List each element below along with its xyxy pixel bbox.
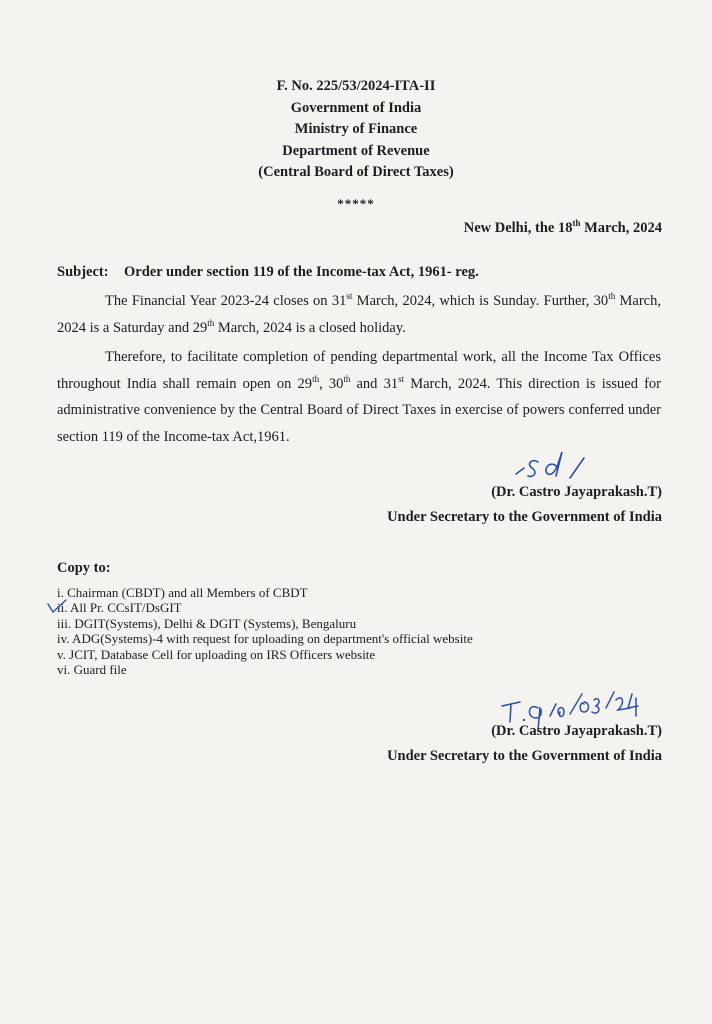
p1-text-1: The Financial Year 2023-24 closes on 31: [105, 293, 347, 309]
dateline: [464, 220, 662, 237]
file-number: F. No. 225/53/2024-ITA-II: [276, 78, 436, 94]
signature-block-2: [387, 719, 662, 769]
copy-to-list: [57, 585, 473, 677]
signatory-name: (Dr. Castro Jayaprakash.T): [491, 723, 662, 739]
paragraph-1: [57, 288, 661, 341]
header-department: Department of Revenue: [282, 142, 430, 159]
list-item: iii. DGIT(Systems), Delhi & DGIT (Systems), Bengaluru: [57, 615, 357, 631]
subject-label: Subject:: [57, 264, 109, 280]
signatory-designation: Under Secretary to the Government of India: [387, 748, 662, 764]
handwritten-sd-mark: [512, 448, 602, 482]
p2-sup-2: th: [343, 373, 351, 384]
subject-line: [57, 264, 479, 281]
list-item: ii. All Pr. CCsIT/DsGIT: [57, 600, 182, 616]
signature-block-1: [387, 480, 662, 530]
list-item: iv. ADG(Systems)-4 with request for uploading on department's official website: [57, 631, 473, 647]
subject-text: Order under section 119 of the Income-tax Act, 1961- reg.: [124, 264, 479, 280]
p2-text-2: , 30: [319, 375, 344, 392]
p1-sup-1: st: [346, 291, 353, 302]
header-government: Government of India: [290, 99, 422, 116]
list-item: i. Chairman (CBDT) and all Members of CBDT: [57, 585, 308, 600]
p1-text-4: March, 2024 is a closed holiday.: [214, 319, 406, 336]
signatory-name: (Dr. Castro Jayaprakash.T): [491, 484, 662, 500]
p2-sup-3: st: [398, 373, 405, 384]
dateline-prefix: New Delhi, the 18: [463, 220, 573, 236]
dateline-suffix: March, 2024: [580, 220, 662, 236]
list-item: v. JCIT, Database Cell for uploading on IRS Officers website: [57, 646, 376, 662]
separator-stars: *****: [337, 196, 375, 211]
p1-sup-2: th: [608, 291, 616, 302]
p1-text-3: March, 2024 is a Saturday and 29: [57, 293, 661, 336]
header-board: (Central Board of Direct Taxes): [258, 164, 454, 180]
dateline-sup: th: [572, 218, 581, 229]
header-ministry: Ministry of Finance: [294, 121, 418, 137]
tick-mark: [46, 598, 68, 614]
p1-text-2: March, 2024, which is Sunday. Further, 30: [352, 293, 609, 309]
list-item: vi. Guard file: [57, 662, 127, 678]
p2-sup-1: th: [312, 373, 320, 384]
letter-header: [0, 76, 712, 184]
p2-text-4: March, 2024. This direction is issued for administrative convenience by the Central Board of Direct Taxes in exercise of powers conferred under section 119 of the Income-tax Act,1961.: [57, 375, 662, 445]
signatory-designation: Under Secretary to the Government of India: [387, 509, 662, 525]
p1-sup-3: th: [207, 317, 215, 328]
p2-text-3: and 31: [350, 375, 399, 392]
p2-text-1: Therefore, to facilitate completion of pending departmental work, all the Income Tax Offices throughout India shall remain open on 29: [57, 349, 661, 392]
paragraph-2: [57, 344, 661, 450]
copy-to-title: Copy to:: [57, 560, 111, 576]
